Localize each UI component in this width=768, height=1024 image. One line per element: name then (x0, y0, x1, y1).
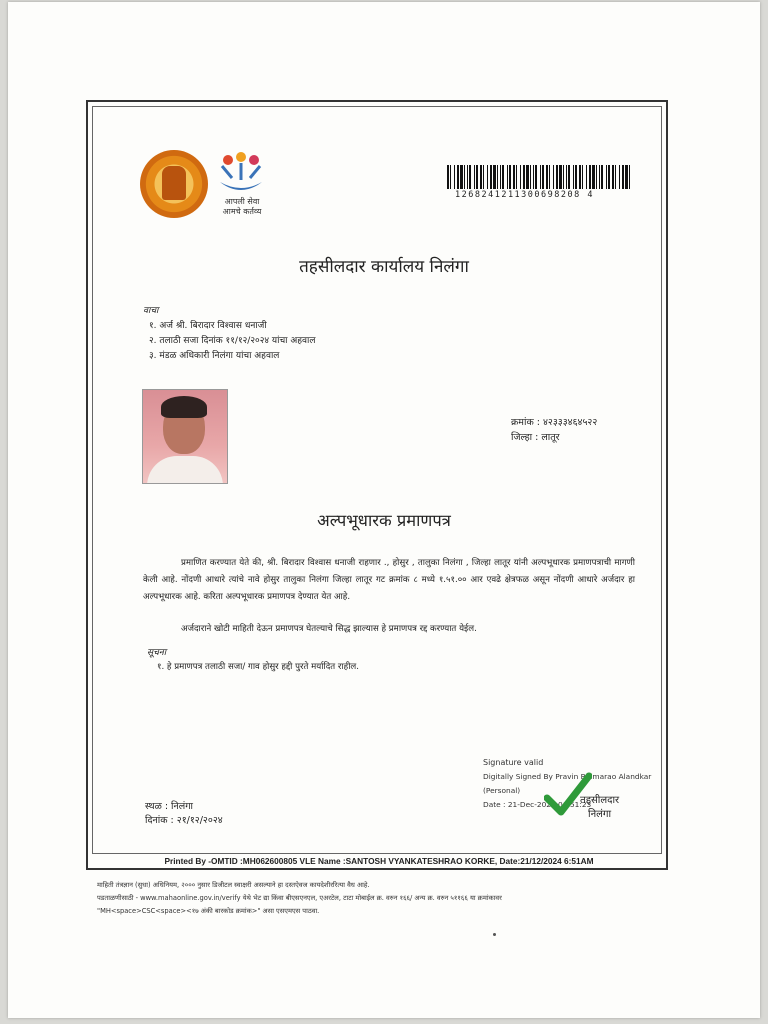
barcode-number: 1268241211300698208 4 (455, 190, 594, 200)
logo-caption-line-2: आमचे कर्तव्य (222, 207, 262, 216)
maharashtra-seal-icon (140, 150, 208, 218)
applicant-photo (142, 389, 228, 484)
verification-footer (97, 879, 677, 918)
aapli-seva-logo-icon (216, 150, 266, 196)
office-title: तहसीलदार कार्यालय निलंगा (299, 257, 469, 277)
printed-by-line: Printed By -OMTID :MH062600805 VLE Name :SANTOSH VYANKATESHRAO KORKE, Date:21/12/2024 6:51AM (164, 856, 594, 866)
signatory-place: निलंगा (588, 809, 612, 820)
logo-caption-line-1: आपली सेवा (224, 197, 260, 206)
place-date-block (145, 800, 223, 828)
certificate-title: अल्पभूधारक प्रमाणपत्र (317, 511, 451, 530)
barcode-icon (447, 165, 633, 189)
serial-block (511, 415, 597, 445)
footer-line: "MH<space>CSC<space><१७ अंकी बारकोड क्रमांक>" असा एसएमएस पाठवा. (97, 907, 320, 915)
references-heading: वाचा (143, 306, 159, 316)
reference-item: २. तलाठी सजा दिनांक ११/१२/२०२४ यांचा अहवाल (149, 336, 316, 346)
signature-valid-label: Signature valid (483, 758, 544, 767)
certificate-body: प्रमाणित करण्यात येते की, श्री. बिरादार विश्वास धनाजी राहणार ., होसुर , तालुका निलंगा , जिल्हा लातूर यांनी अल्पभूधारक प्रमाणपत्राची मागणी केली आहे. नोंदणी आधारे त्यांचे नावे होसुर तालुका निलंगा जिल्हा लातूर गट क्रमांक ८ मध्ये १.५१.०० आर एवढे क्षेत्रफळ असून नोंदणी आधारे अर्जदार हा अल्पभूधारक आहे. करिता अल्पभूधारक प्रमाणपत्र देण्यात येत आहे. (143, 558, 635, 602)
signed-by: Digitally Signed By Pravin Bhimarao Alandkar (483, 772, 652, 781)
district-label: जिल्हा : लातूर (511, 432, 560, 443)
logo-caption (218, 197, 266, 217)
footer-line: माहिती तंत्रज्ञान (सुधा) अधिनियम, २००० नुसार डिजीटल स्वाक्षरी असल्याने हा दस्तऐवज कायदेशीररित्या वैध आहे. (97, 881, 370, 889)
signature-date: Date : 21-Dec-2024 06:51:23 (483, 800, 592, 809)
place-label: स्थळ : निलंगा (145, 801, 194, 812)
paper-mark (493, 933, 496, 936)
references-block (143, 304, 315, 364)
signatory-title: तहसीलदार (580, 795, 620, 806)
date-label: दिनांक : २१/१२/२०२४ (145, 815, 223, 826)
note-item: १. हे प्रमाणपत्र तलाठी सजा/ गाव होसुर हद्दी पुरते मर्यादित राहील. (157, 662, 359, 672)
signature-type: (Personal) (483, 786, 521, 795)
reference-item: १. अर्ज श्री. बिरादार विश्वास धनाजी (149, 321, 267, 331)
signatory-office (580, 794, 619, 822)
serial-number: क्रमांक : ४२३३३४६४५२२ (511, 417, 598, 428)
note-heading: सूचना (147, 648, 167, 658)
footer-line: पडताळणीसाठी - www.mahaonline.gov.in/verify येथे भेट द्या किंवा बीएसएनएल, एअरटेल, टाटा मोबाईल क्र. वरुन १६६/ अन्य क्र. वरुन ५११६६ या क्रमांकावर (97, 894, 502, 902)
warning-text: अर्जदाराने खोटी माहिती देऊन प्रमाणपत्र घेतल्याचे सिद्ध झाल्यास हे प्रमाणपत्र रद्द करण्यात येईल. (181, 624, 477, 634)
reference-item: ३. मंडळ अधिकारी निलंगा यांचा अहवाल (149, 351, 280, 361)
